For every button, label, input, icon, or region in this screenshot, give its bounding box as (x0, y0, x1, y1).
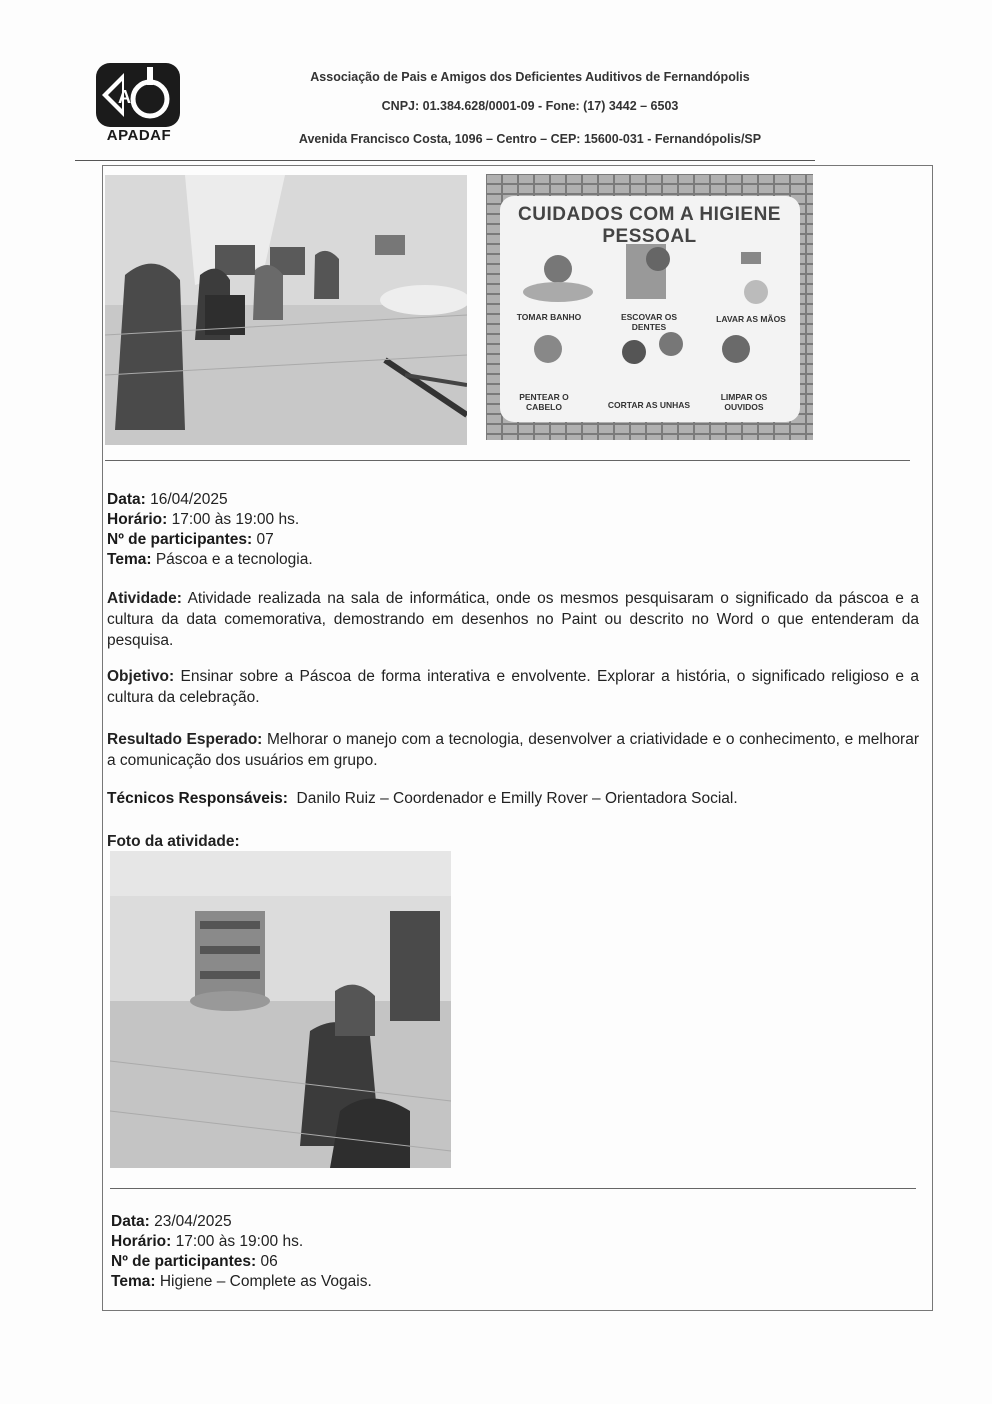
header-divider (75, 160, 815, 161)
entry-date: Data: 23/04/2025 (111, 1213, 232, 1230)
entry-time: Horário: 17:00 às 19:00 hs. (111, 1233, 304, 1250)
entry-theme: Tema: Páscoa e a tecnologia. (107, 551, 313, 568)
svg-text:A: A (118, 87, 131, 107)
poster-caption: LAVAR AS MÃOS (716, 314, 786, 324)
org-name: Associação de Pais e Amigos dos Deficientes Auditivos de Fernandópolis (310, 70, 750, 84)
poster-caption: CORTAR AS UNHAS (607, 400, 691, 410)
poster-caption: ESCOVAR OS DENTES (620, 312, 678, 332)
apadaf-logo (94, 63, 184, 143)
logo-emblem (96, 63, 180, 127)
entry-theme: Tema: Higiene – Complete as Vogais. (111, 1273, 372, 1290)
activity-paragraph: Atividade: Atividade realizada na sala de informática, onde os mesmos pesquisaram o significado da páscoa e a cultura da data comemorativa, demostrando em desenhos no Paint ou descrito no Word o que entenderam da pesquisa. (107, 590, 920, 649)
section-divider (110, 1188, 916, 1189)
computer-room-photo (105, 175, 467, 445)
hygiene-poster (486, 174, 813, 440)
entry-date: Data: 16/04/2025 (107, 491, 228, 508)
logo-text: APADAF (106, 127, 172, 144)
objective-paragraph: Objetivo: Ensinar sobre a Páscoa de forma interativa e envolvente. Explorar a história, o significado religioso e a cultura da celebração. (107, 668, 919, 706)
activity-photo (110, 851, 451, 1168)
cnpj-line: CNPJ: 01.384.628/0001-09 - Fone: (17) 3442 – 6503 (381, 99, 679, 113)
entry-participants: Nº de participantes: 07 (107, 531, 274, 548)
entry-time: Horário: 17:00 às 19:00 hs. (107, 511, 300, 528)
entry-participants: Nº de participantes: 06 (111, 1253, 278, 1270)
poster-title: CUIDADOS COM A HIGIENE PESSOAL (518, 204, 781, 247)
section-divider (105, 460, 910, 461)
poster-caption: TOMAR BANHO (516, 312, 582, 322)
tech-responsible: Técnicos Responsáveis: Danilo Ruiz – Coordenador e Emilly Rover – Orientadora Social. (107, 790, 738, 807)
poster-caption: LIMPAR OS OUVIDOS (720, 392, 768, 412)
photo-label: Foto da atividade: (107, 833, 240, 850)
address-line: Avenida Francisco Costa, 1096 – Centro – CEP: 15600-031 - Fernandópolis/SP (298, 132, 762, 146)
poster-caption: PENTEAR O CABELO (519, 392, 569, 412)
result-paragraph: Resultado Esperado: Melhorar o manejo com a tecnologia, desenvolver a criatividade e o conhecimento, e melhorar a comunicação dos usuários em grupo. (107, 731, 920, 769)
